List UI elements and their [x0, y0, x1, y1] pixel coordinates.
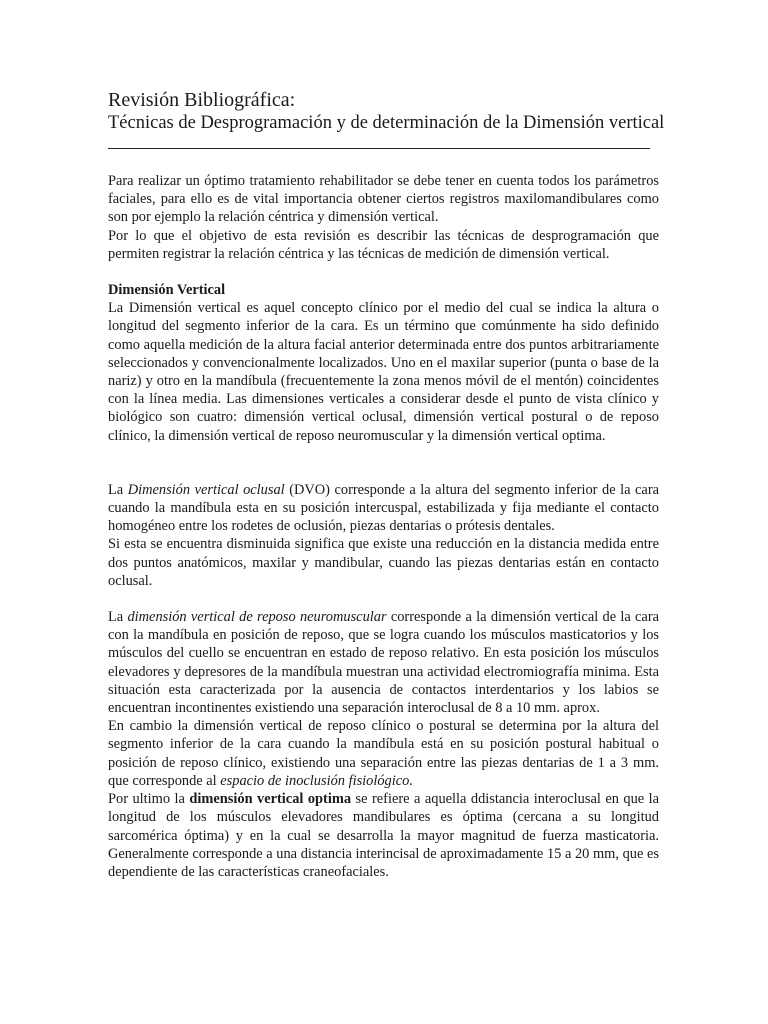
clinico-text: En cambio la dimensión vertical de reposo clínico o postural se determina por la altura del segmento inferior de la cara cuando la mandíbula está en su posición postural habitual o posición de reposo clínico, existiendo una separación entre las piezas dentarias de 1 a 3 mm. que corresponde al [108, 718, 659, 789]
optima-text: se refiere a aquella ddistancia interoclusal en que la longitud de los músculos elevadores mandibulares es óptima (cercana a su longitud sarcomérica óptima) y en la cual se desarrolla la mayor magnitud de fuerza masticatoria. Generalmente corresponde a una distancia interincisal de aproximadamente 15 a 20 mm, que es dependiente de las características craneofaciales. [108, 791, 660, 880]
intro-paragraph-2: Por lo que el objetivo de esta revisión es describir las técnicas de desprogramación que permiten registrar la relación céntrica y las técnicas de medición de dimensión vertical. [108, 227, 659, 262]
clinico-paragraph [108, 717, 659, 790]
optima-term: dimensión vertical optima [189, 791, 352, 808]
neuromuscular-paragraph [108, 608, 659, 717]
document-subtitle: Técnicas de Desprogramación y de determinación de la Dimensión vertical [108, 113, 665, 133]
intro-section [108, 172, 659, 263]
neuro-prefix: La [108, 609, 128, 626]
dvo-text: (DVO) corresponde a la altura del segmento inferior de la cara cuando la mandíbula esta en su posición intercuspal, estabilizada y fija mediante el contacto homogéneo entre los rodetes de oclusión, piezas dentarias o prótesis dentales. [108, 481, 659, 535]
section-heading: Dimensión Vertical [108, 282, 226, 299]
dv-definition-paragraph: La Dimensión vertical es aquel concepto clínico por el medio del cual se indica la altura o longitud del segmento inferior de la cara. Es un término que comúnmente ha sido definido como aquella medición de la altura facial anterior determinada entre dos puntos arbitrariamente seleccionados y convencionalmente localizados. Uno en el maxilar superior (punta o base de la nariz) y otro en la mandíbula (frecuentemente la zona menos móvil de el mentón) coincidentes con la línea media. Las dimensiones verticales a considerar desde el punto de vista clínico y biológico son cuatro: dimensión vertical oclusal, dimensión vertical postural o de reposo clínico, la dimensión vertical de reposo neuromuscular y la dimensión vertical optima. [108, 300, 659, 444]
dvo-section [108, 481, 659, 590]
optima-prefix: Por ultimo la [108, 791, 190, 808]
title-underline [108, 148, 650, 149]
neuro-text: corresponde a la dimensión vertical de la cara con la mandíbula en posición de reposo, que se logra cuando los músculos masticatorios y los músculos del cuello se encuentran en estado de reposo relativo. En esta posición los músculos elevadores y depresores de la mandíbula muestran una actividad electromiografía minima. Esta situación esta caracterizada por la ausencia de contactos interdentarios y los labios se encuentran incontinentes existiendo una separación interoclusal de 8 a 10 mm. aprox. [108, 609, 659, 717]
document-page [108, 88, 665, 881]
dvo-prefix: La [108, 481, 128, 498]
clinico-term: espacio de inoclusión fisiológico. [220, 772, 413, 789]
reposo-section [108, 608, 659, 881]
dvo-paragraph [108, 481, 659, 536]
dvo-term: Dimensión vertical oclusal [127, 481, 285, 498]
dvo-second-paragraph: Si esta se encuentra disminuida significa que existe una reducción en la distancia medida entre dos puntos anatómicos, maxilar y mandibular, cuando las piezas dentarias están en contacto oclusal. [108, 536, 659, 589]
document-title: Revisión Bibliográfica: [108, 89, 296, 111]
optima-paragraph [108, 790, 659, 881]
dimension-vertical-section [108, 281, 659, 445]
intro-paragraph-1: Para realizar un óptimo tratamiento rehabilitador se debe tener en cuenta todos los parámetros faciales, para ello es de vital importancia obtener ciertos registros maxilomandibulares como son por ejemplo la relación céntrica y dimensión vertical. [108, 173, 659, 226]
neuro-term: dimensión vertical de reposo neuromuscular [127, 609, 387, 626]
